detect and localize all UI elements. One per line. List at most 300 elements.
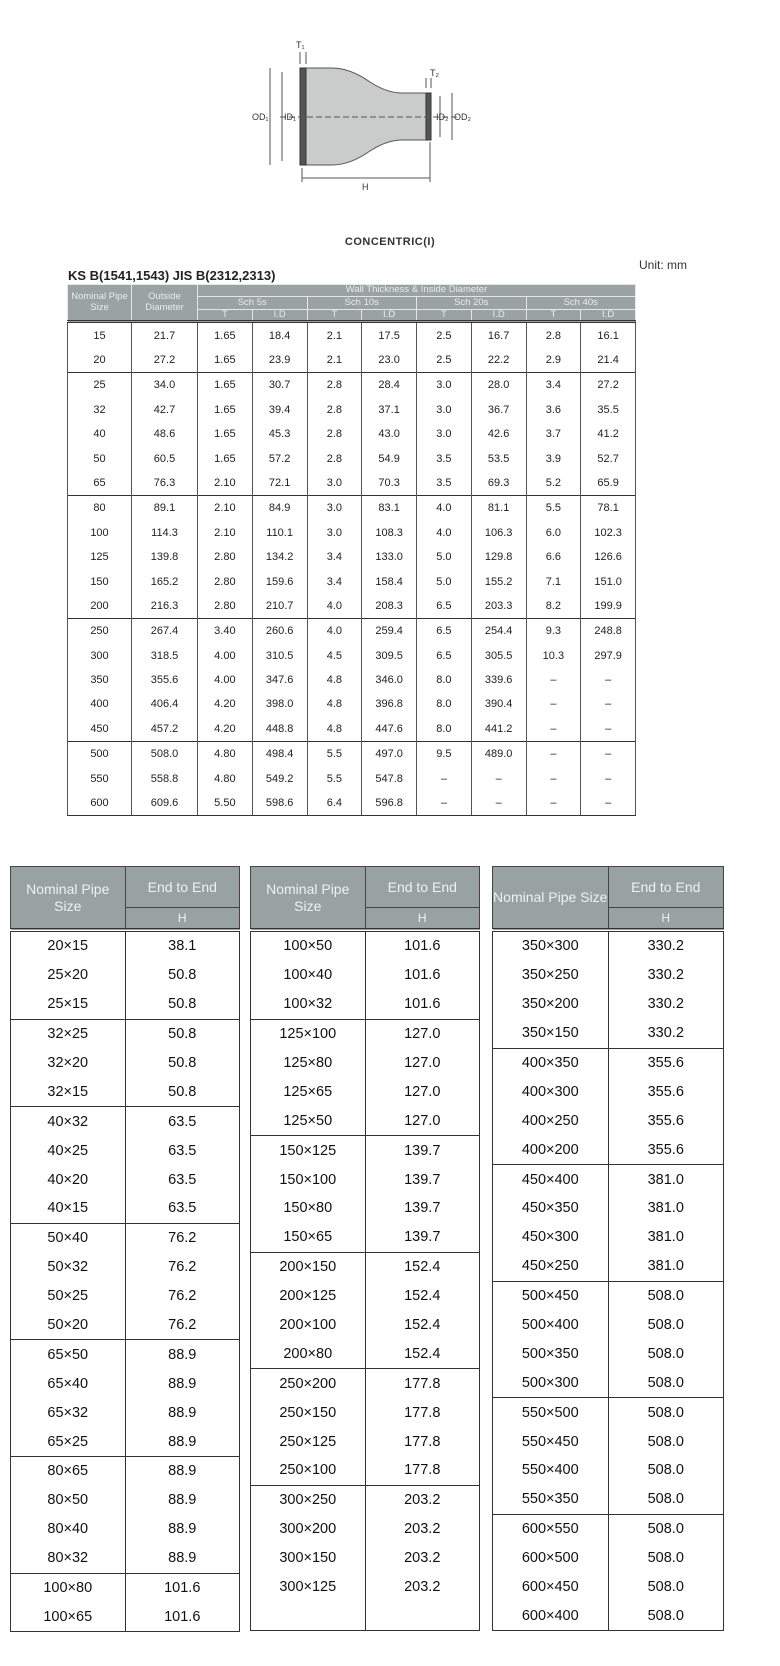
table-cell: 4.0 (417, 496, 472, 521)
end-to-end-cell: 88.9 (125, 1427, 240, 1456)
pipe-size-cell: 200×150 (251, 1252, 366, 1281)
table-cell: 390.4 (471, 692, 526, 716)
table-cell: 1.65 (198, 322, 253, 348)
pipe-size-cell: 450×250 (493, 1252, 609, 1281)
table-cell: 2.8 (307, 398, 362, 422)
pipe-size-cell: 65×25 (11, 1427, 126, 1456)
table-cell: 84.9 (252, 496, 307, 521)
table-row (68, 594, 636, 619)
table-cell: 450 (68, 717, 132, 742)
table-row (11, 1398, 240, 1427)
header-sch-10s: Sch 10s (307, 297, 417, 310)
pipe-size-cell: 100×80 (11, 1573, 126, 1602)
table-cell: 25 (68, 373, 132, 398)
table-cell: 30.7 (252, 373, 307, 398)
table-cell: 16.1 (581, 322, 636, 348)
table-cell: – (417, 791, 472, 816)
table-cell: 2.8 (307, 446, 362, 470)
table-cell: 260.6 (252, 619, 307, 644)
table-row (493, 1573, 724, 1602)
table-row (493, 1601, 724, 1630)
table-row (68, 398, 636, 422)
end-to-end-cell: 508.0 (608, 1368, 724, 1397)
pipe-size-cell: 50×20 (11, 1311, 126, 1340)
table-cell: 126.6 (581, 545, 636, 569)
table-row (251, 1106, 480, 1135)
table-row (251, 1282, 480, 1311)
pipe-size-cell: 600×400 (493, 1601, 609, 1630)
end-to-end-cell: 381.0 (608, 1252, 724, 1281)
table-row (11, 1544, 240, 1573)
pipe-size-cell: 150×125 (251, 1136, 366, 1165)
table-row (68, 569, 636, 593)
table-row (11, 1486, 240, 1515)
pipe-size-cell: 400×350 (493, 1048, 609, 1077)
table-cell: 6.6 (526, 545, 581, 569)
table-cell: 70.3 (362, 471, 417, 496)
header-id: I.D (252, 310, 307, 322)
table-cell: – (526, 766, 581, 790)
end-to-end-cell: 152.4 (365, 1252, 480, 1281)
table-cell: 1.65 (198, 348, 253, 373)
pipe-size-cell: 80×32 (11, 1544, 126, 1573)
header-nominal-pipe-size: Nominal Pipe Size (11, 867, 126, 931)
end-to-end-cell: 355.6 (608, 1048, 724, 1077)
table-cell: 3.0 (417, 398, 472, 422)
header-h: H (125, 908, 240, 931)
id2-label: ID₂ (436, 112, 449, 122)
table-cell: 5.5 (307, 742, 362, 767)
end-to-end-cell: 50.8 (125, 1019, 240, 1048)
table-cell: 5.0 (417, 569, 472, 593)
table-cell: 248.8 (581, 619, 636, 644)
end-to-end-cell: 63.5 (125, 1194, 240, 1223)
table-cell: 500 (68, 742, 132, 767)
table-row (68, 545, 636, 569)
end-to-end-cell: 101.6 (365, 961, 480, 990)
end-to-end-cell: 508.0 (608, 1573, 724, 1602)
pipe-size-cell: 125×100 (251, 1019, 366, 1048)
table-cell: 78.1 (581, 496, 636, 521)
table-row (251, 990, 480, 1019)
table-cell: 2.5 (417, 322, 472, 348)
concentric-reducer-diagram (240, 30, 500, 205)
table-cell: 41.2 (581, 422, 636, 446)
header-t: T (526, 310, 581, 322)
end-to-end-cell: 203.2 (365, 1544, 480, 1573)
table-cell: 549.2 (252, 766, 307, 790)
table-cell: 250 (68, 619, 132, 644)
table-row (68, 422, 636, 446)
table-row (251, 1485, 480, 1514)
table-cell: 151.0 (581, 569, 636, 593)
id1-label: ID₁ (284, 112, 297, 122)
end-to-end-cell: 381.0 (608, 1165, 724, 1194)
table-cell: 2.1 (307, 348, 362, 373)
pipe-size-cell: 100×50 (251, 930, 366, 961)
table-cell: 398.0 (252, 692, 307, 716)
table-cell: – (581, 692, 636, 716)
table-cell: – (526, 742, 581, 767)
header-nominal-pipe-size: Nominal Pipe Size (251, 867, 366, 931)
table-row (493, 961, 724, 990)
table-cell: 350 (68, 668, 132, 692)
end-to-end-cell: 177.8 (365, 1398, 480, 1427)
table-cell: 4.80 (198, 742, 253, 767)
table-row (68, 692, 636, 716)
table-cell: 17.5 (362, 322, 417, 348)
header-wall-thickness: Wall Thickness & Inside Diameter (198, 285, 636, 297)
table-cell: 297.9 (581, 644, 636, 668)
end-to-end-cell: 88.9 (125, 1398, 240, 1427)
table-row (68, 322, 636, 348)
pipe-size-cell: 125×50 (251, 1106, 366, 1135)
end-to-end-cell: 76.2 (125, 1253, 240, 1282)
table-cell: – (526, 717, 581, 742)
table-row (11, 1253, 240, 1282)
end-to-end-cell: 101.6 (365, 990, 480, 1019)
table-cell: 106.3 (471, 521, 526, 545)
table-row (11, 1340, 240, 1369)
table-cell: 53.5 (471, 446, 526, 470)
pipe-size-cell: 600×550 (493, 1514, 609, 1543)
table-cell: 2.5 (417, 348, 472, 373)
table-row (251, 1544, 480, 1573)
end-to-end-cell: 508.0 (608, 1427, 724, 1456)
end-to-end-cell: 139.7 (365, 1136, 480, 1165)
end-to-end-cell: 508.0 (608, 1485, 724, 1514)
table-cell: 305.5 (471, 644, 526, 668)
table-cell: 102.3 (581, 521, 636, 545)
table-row (11, 1515, 240, 1544)
table-cell: 3.40 (198, 619, 253, 644)
table-row (493, 1019, 724, 1048)
table-cell: 300 (68, 644, 132, 668)
table-row (493, 1427, 724, 1456)
end-to-end-cell: 88.9 (125, 1486, 240, 1515)
table-cell: 80 (68, 496, 132, 521)
pipe-size-cell: 20×15 (11, 930, 126, 961)
table-row (68, 496, 636, 521)
table-cell: 6.5 (417, 594, 472, 619)
pipe-size-cell: 300×250 (251, 1485, 366, 1514)
pipe-size-cell: 500×300 (493, 1368, 609, 1397)
table-row (68, 717, 636, 742)
table-cell: 23.0 (362, 348, 417, 373)
pipe-size-cell: 550×400 (493, 1456, 609, 1485)
table-cell: 2.80 (198, 569, 253, 593)
table-row (251, 1456, 480, 1485)
end-to-end-cell: 330.2 (608, 961, 724, 990)
end-to-end-cell: 127.0 (365, 1019, 480, 1048)
table-cell: 28.4 (362, 373, 417, 398)
unit-label: Unit: mm (639, 258, 687, 272)
table-row (11, 1223, 240, 1252)
end-to-end-cell: 508.0 (608, 1544, 724, 1573)
table-cell: 310.5 (252, 644, 307, 668)
end-to-end-cell: 177.8 (365, 1456, 480, 1485)
table-cell: 5.0 (417, 545, 472, 569)
table-cell: 5.5 (307, 766, 362, 790)
table-cell: 2.10 (198, 496, 253, 521)
header-nominal-pipe-size: Nominal Pipe Size (68, 285, 132, 322)
pipe-size-cell: 450×300 (493, 1223, 609, 1252)
table-cell: 3.0 (307, 521, 362, 545)
table-row (68, 373, 636, 398)
header-end-to-end: End to End (608, 867, 724, 908)
table-cell: 3.7 (526, 422, 581, 446)
table-row (251, 1077, 480, 1106)
end-to-end-cell: 203.2 (365, 1515, 480, 1544)
table-cell: 4.8 (307, 717, 362, 742)
table-cell: – (471, 791, 526, 816)
pipe-size-cell: 50×32 (11, 1253, 126, 1282)
table-row (493, 1281, 724, 1310)
table-cell: 4.8 (307, 692, 362, 716)
header-id: I.D (581, 310, 636, 322)
table-cell: 3.0 (307, 471, 362, 496)
pipe-size-cell: 40×32 (11, 1107, 126, 1136)
pipe-size-cell: 65×50 (11, 1340, 126, 1369)
table-cell: 5.50 (198, 791, 253, 816)
pipe-size-cell: 250×150 (251, 1398, 366, 1427)
table-cell: 267.4 (132, 619, 198, 644)
pipe-size-cell: 500×350 (493, 1339, 609, 1368)
table-row (11, 1282, 240, 1311)
pipe-size-cell: 250×200 (251, 1369, 366, 1398)
table-cell: 18.4 (252, 322, 307, 348)
table-cell: 57.2 (252, 446, 307, 470)
pipe-size-cell: 350×300 (493, 930, 609, 961)
table-row (68, 742, 636, 767)
header-nominal-pipe-size: Nominal Pipe Size (493, 867, 609, 931)
table-cell: 447.6 (362, 717, 417, 742)
table-cell: 318.5 (132, 644, 198, 668)
table-cell: 441.2 (471, 717, 526, 742)
pipe-size-cell: 50×25 (11, 1282, 126, 1311)
end-to-end-cell: 63.5 (125, 1107, 240, 1136)
table-cell: 2.10 (198, 521, 253, 545)
table-row (251, 961, 480, 990)
table-row (11, 1573, 240, 1602)
table-cell: 558.8 (132, 766, 198, 790)
table-cell: 21.4 (581, 348, 636, 373)
pipe-size-cell: 50×40 (11, 1223, 126, 1252)
table-cell: 134.2 (252, 545, 307, 569)
table-cell: – (581, 766, 636, 790)
table-row (251, 1601, 480, 1630)
end-to-end-cell: 177.8 (365, 1427, 480, 1456)
t2-label: T₂ (430, 68, 439, 78)
table-row (493, 1544, 724, 1573)
pipe-size-cell: 150×100 (251, 1165, 366, 1194)
end-to-end-cell: 508.0 (608, 1398, 724, 1427)
table-cell: 4.5 (307, 644, 362, 668)
pipe-size-cell: 80×40 (11, 1515, 126, 1544)
end-to-end-cell: 508.0 (608, 1281, 724, 1310)
table-row (11, 1049, 240, 1078)
table-cell: 27.2 (581, 373, 636, 398)
figure-caption: CONCENTRIC(I) (344, 236, 436, 248)
table-cell: 45.3 (252, 422, 307, 446)
header-t: T (198, 310, 253, 322)
table-cell: 396.8 (362, 692, 417, 716)
table-row (68, 471, 636, 496)
table-cell: 35.5 (581, 398, 636, 422)
pipe-size-cell: 300×125 (251, 1573, 366, 1602)
table-row (68, 348, 636, 373)
pipe-size-cell: 100×40 (251, 961, 366, 990)
table-cell: 347.6 (252, 668, 307, 692)
pipe-size-cell: 300×150 (251, 1544, 366, 1573)
table-cell: 199.9 (581, 594, 636, 619)
table-cell: 3.0 (307, 496, 362, 521)
table-row (493, 990, 724, 1019)
table-row (251, 1369, 480, 1398)
table-row (11, 1457, 240, 1486)
table-cell: 508.0 (132, 742, 198, 767)
end-to-end-cell: 139.7 (365, 1194, 480, 1223)
pipe-size-cell: 150×65 (251, 1223, 366, 1252)
table-cell: 114.3 (132, 521, 198, 545)
table-row (68, 521, 636, 545)
pipe-size-cell: 65×32 (11, 1398, 126, 1427)
table-row (68, 446, 636, 470)
table-row (11, 961, 240, 990)
pipe-size-cell: 65×40 (11, 1369, 126, 1398)
end-to-end-cell: 203.2 (365, 1485, 480, 1514)
standard-label: KS B(1541,1543) JIS B(2312,2313) (68, 268, 276, 283)
table-cell: 3.5 (417, 446, 472, 470)
end-to-end-cell: 76.2 (125, 1223, 240, 1252)
table-row (11, 1427, 240, 1456)
table-row (251, 1049, 480, 1078)
table-cell: 21.7 (132, 322, 198, 348)
header-id: I.D (471, 310, 526, 322)
table-cell: 3.4 (526, 373, 581, 398)
pipe-size-cell: 32×15 (11, 1077, 126, 1106)
table-cell: 155.2 (471, 569, 526, 593)
table-cell: 28.0 (471, 373, 526, 398)
table-cell: 550 (68, 766, 132, 790)
pipe-size-cell: 80×50 (11, 1486, 126, 1515)
pipe-size-cell: 32×25 (11, 1019, 126, 1048)
table-cell: 1.65 (198, 373, 253, 398)
od1-label: OD₁ (252, 112, 269, 122)
table-row (493, 1077, 724, 1106)
table-cell: 2.1 (307, 322, 362, 348)
table-cell: 110.1 (252, 521, 307, 545)
table-cell: 216.3 (132, 594, 198, 619)
table-row (68, 766, 636, 790)
table-row (493, 1106, 724, 1135)
table-cell: 355.6 (132, 668, 198, 692)
pipe-size-cell: 350×150 (493, 1019, 609, 1048)
pipe-size-cell: 350×200 (493, 990, 609, 1019)
table-cell: 43.0 (362, 422, 417, 446)
table-cell: 600 (68, 791, 132, 816)
header-sch-40s: Sch 40s (526, 297, 636, 310)
table-row (11, 1019, 240, 1048)
header-h: H (608, 908, 724, 931)
end-to-end-cell: 50.8 (125, 1077, 240, 1106)
end-to-end-cell: 139.7 (365, 1223, 480, 1252)
pipe-size-cell: 400×300 (493, 1077, 609, 1106)
pipe-size-cell: 500×450 (493, 1281, 609, 1310)
end-to-end-table-1 (10, 866, 240, 1632)
header-h: H (365, 908, 480, 931)
table-cell: 8.0 (417, 692, 472, 716)
table-row (11, 1136, 240, 1165)
table-cell: 4.00 (198, 644, 253, 668)
end-to-end-cell: 355.6 (608, 1135, 724, 1164)
pipe-size-cell: 125×80 (251, 1049, 366, 1078)
pipe-size-cell: 200×125 (251, 1282, 366, 1311)
table-row (11, 1165, 240, 1194)
table-cell: – (526, 791, 581, 816)
table-row (68, 644, 636, 668)
end-to-end-cell (365, 1601, 480, 1630)
table-cell: 76.3 (132, 471, 198, 496)
dimension-table (67, 284, 636, 816)
end-to-end-cell: 508.0 (608, 1456, 724, 1485)
table-cell: 259.4 (362, 619, 417, 644)
end-to-end-cell: 152.4 (365, 1339, 480, 1368)
end-to-end-cell: 63.5 (125, 1136, 240, 1165)
table-row (11, 1077, 240, 1106)
header-end-to-end: End to End (365, 867, 480, 908)
end-to-end-cell: 355.6 (608, 1077, 724, 1106)
table-row (493, 1398, 724, 1427)
header-id: I.D (362, 310, 417, 322)
table-cell: 39.4 (252, 398, 307, 422)
table-cell: 15 (68, 322, 132, 348)
table-cell: 2.8 (307, 422, 362, 446)
end-to-end-cell: 508.0 (608, 1514, 724, 1543)
table-cell: 2.80 (198, 594, 253, 619)
pipe-size-cell: 40×20 (11, 1165, 126, 1194)
table-cell: 32 (68, 398, 132, 422)
table-cell: 2.10 (198, 471, 253, 496)
table-cell: 339.6 (471, 668, 526, 692)
table-cell: 9.3 (526, 619, 581, 644)
table-cell: 2.8 (526, 322, 581, 348)
table-cell: 4.20 (198, 717, 253, 742)
end-to-end-cell: 508.0 (608, 1339, 724, 1368)
table-row (11, 990, 240, 1019)
end-to-end-cell: 508.0 (608, 1311, 724, 1340)
table-cell: – (526, 692, 581, 716)
table-cell: 34.0 (132, 373, 198, 398)
table-cell: 89.1 (132, 496, 198, 521)
table-cell: 2.8 (307, 373, 362, 398)
end-to-end-cell: 508.0 (608, 1601, 724, 1630)
table-row (251, 1515, 480, 1544)
pipe-size-cell: 600×450 (493, 1573, 609, 1602)
pipe-size-cell: 32×20 (11, 1049, 126, 1078)
table-cell: 65 (68, 471, 132, 496)
table-cell: 6.4 (307, 791, 362, 816)
table-row (493, 930, 724, 961)
pipe-size-cell: 450×350 (493, 1194, 609, 1223)
table-row (251, 1194, 480, 1223)
table-cell: 108.3 (362, 521, 417, 545)
table-cell: 4.8 (307, 668, 362, 692)
end-to-end-cell: 38.1 (125, 930, 240, 961)
end-to-end-cell: 152.4 (365, 1282, 480, 1311)
table-row (251, 1165, 480, 1194)
pipe-size-cell: 200×100 (251, 1311, 366, 1340)
